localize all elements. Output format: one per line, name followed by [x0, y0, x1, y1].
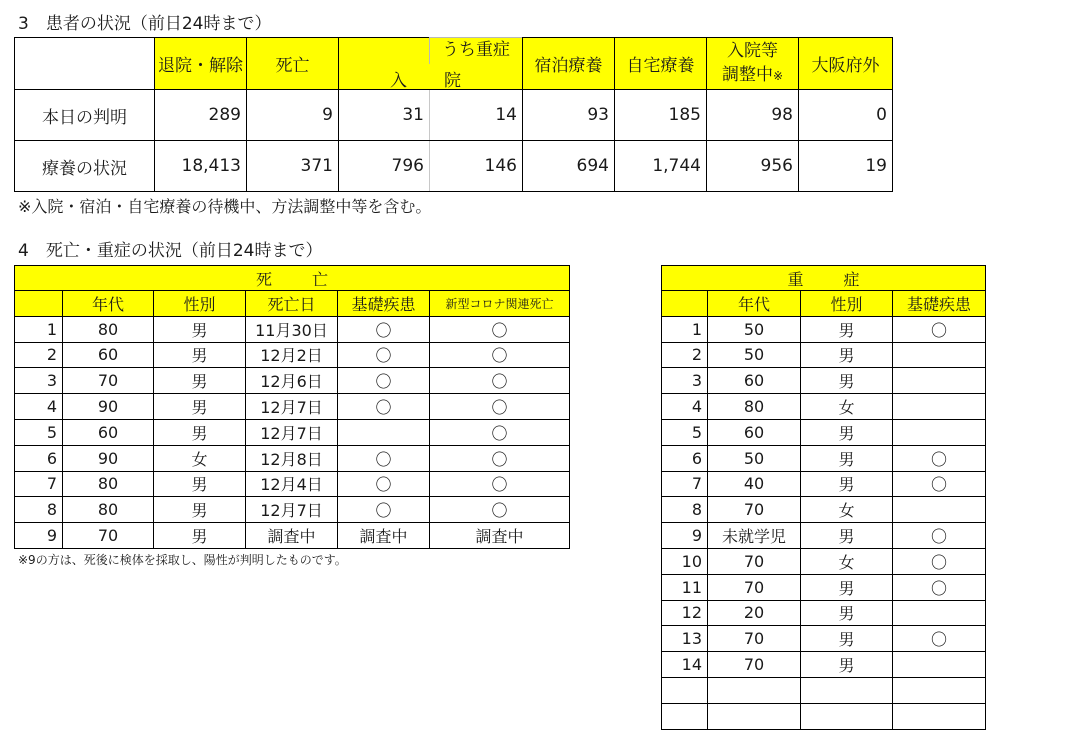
table-cell: 50: [708, 316, 801, 342]
table-cell: 男: [801, 445, 893, 471]
table-cell: 40: [708, 471, 801, 497]
table-cell: 14: [662, 652, 708, 678]
value-cell: 289: [155, 90, 247, 141]
table-cell: [893, 342, 986, 368]
table-cell: 20: [708, 600, 801, 626]
table-cell: 男: [801, 316, 893, 342]
table-cell: 70: [708, 548, 801, 574]
table-cell: 9: [15, 523, 63, 549]
table-cell: 男: [801, 574, 893, 600]
table-cell: [893, 677, 986, 703]
table-cell: 〇: [430, 471, 570, 497]
table-cell: 〇: [893, 445, 986, 471]
table-cell: 12月7日: [246, 394, 338, 420]
table-cell: 2: [15, 342, 63, 368]
table-cell: 8: [662, 497, 708, 523]
table-cell: 9: [662, 523, 708, 549]
hospitalized-split-cell: [339, 141, 523, 192]
death-header: 死亡日: [246, 291, 338, 317]
patient-status-table: [14, 37, 893, 192]
death-row: [15, 368, 570, 394]
row-label: 本日の判明: [15, 90, 155, 141]
table-cell: 男: [154, 394, 246, 420]
value-cell: 9: [247, 90, 339, 141]
table-cell: 男: [154, 523, 246, 549]
table-cell: 70: [708, 497, 801, 523]
value-cell: 371: [247, 141, 339, 192]
hospitalized-split-cell: [339, 90, 523, 141]
death-row: [15, 497, 570, 523]
table-cell: 未就学児: [708, 523, 801, 549]
severe-table-title: 重 症: [662, 266, 986, 291]
table-cell: [662, 677, 708, 703]
death-header: 性別: [154, 291, 246, 317]
table-cell: 〇: [338, 316, 430, 342]
table-cell: 男: [154, 471, 246, 497]
table-cell: 調査中: [430, 523, 570, 549]
table-cell: 〇: [430, 419, 570, 445]
value-cell: 93: [523, 90, 615, 141]
death-row: [15, 471, 570, 497]
table-cell: 男: [801, 652, 893, 678]
table-cell: 男: [154, 342, 246, 368]
table-cell: 男: [801, 471, 893, 497]
table-cell: [338, 419, 430, 445]
table-cell: 男: [801, 626, 893, 652]
corner-cell: [15, 38, 155, 90]
table-cell: [893, 600, 986, 626]
value-cell: 185: [615, 90, 707, 141]
table-cell: 〇: [338, 394, 430, 420]
table-cell: 70: [63, 368, 154, 394]
table-cell: 女: [801, 548, 893, 574]
header-outside: 大阪府外: [799, 38, 893, 90]
header-death: 死亡: [247, 38, 339, 90]
severe-header: 性別: [801, 291, 893, 317]
table-cell: 12月7日: [246, 497, 338, 523]
header-adjusting-line2: 調整中: [721, 65, 773, 85]
table-cell: 8: [15, 497, 63, 523]
table-cell: 女: [801, 497, 893, 523]
table-cell: [893, 368, 986, 394]
header-adjusting-line1: 入院等: [727, 41, 778, 61]
table-cell: 男: [801, 342, 893, 368]
value-cell: 31: [402, 105, 424, 125]
table-cell: 〇: [893, 471, 986, 497]
table-cell: 70: [63, 523, 154, 549]
table-cell: 12月2日: [246, 342, 338, 368]
value-cell: 98: [707, 90, 799, 141]
status-row-today: [15, 90, 893, 141]
table-cell: 80: [63, 316, 154, 342]
table-cell: 11: [662, 574, 708, 600]
table-cell: [662, 703, 708, 729]
table-cell: 12月8日: [246, 445, 338, 471]
table-cell: 3: [662, 368, 708, 394]
table-cell: 男: [801, 600, 893, 626]
severe-row: [662, 419, 986, 445]
table-cell: 12月6日: [246, 368, 338, 394]
table-cell: 男: [801, 368, 893, 394]
severe-row: [662, 445, 986, 471]
table-cell: 50: [708, 445, 801, 471]
death-row: [15, 419, 570, 445]
table-cell: 男: [154, 419, 246, 445]
table-cell: 〇: [430, 497, 570, 523]
table-cell: 60: [63, 419, 154, 445]
severe-row: [662, 394, 986, 420]
table-cell: [708, 677, 801, 703]
table-cell: 〇: [430, 368, 570, 394]
table-cell: 〇: [430, 316, 570, 342]
table-cell: 〇: [893, 626, 986, 652]
table-cell: 1: [15, 316, 63, 342]
table-cell: 6: [15, 445, 63, 471]
value-cell: 18,413: [155, 141, 247, 192]
severe-row: [662, 548, 986, 574]
value-cell: 19: [799, 141, 893, 192]
death-header: 基礎疾患: [338, 291, 430, 317]
section3-title: 3 患者の状況（前日24時まで）: [18, 14, 272, 34]
value-cell: 694: [523, 141, 615, 192]
table-cell: 3: [15, 368, 63, 394]
table-cell: 7: [662, 471, 708, 497]
header-discharged: 退院・解除: [155, 38, 247, 90]
severe-row: [662, 600, 986, 626]
table-cell: 60: [63, 342, 154, 368]
table-cell: [893, 652, 986, 678]
table-cell: 80: [63, 497, 154, 523]
severe-row: [662, 316, 986, 342]
table-cell: 80: [708, 394, 801, 420]
table-cell: 5: [15, 419, 63, 445]
severe-header: 基礎疾患: [893, 291, 986, 317]
section4-title: 4 死亡・重症の状況（前日24時まで）: [18, 241, 323, 261]
death-row: [15, 523, 570, 549]
table-cell: 90: [63, 445, 154, 471]
death-table-title: 死 亡: [15, 266, 570, 291]
table-cell: 70: [708, 652, 801, 678]
table-cell: 80: [63, 471, 154, 497]
severe-row: [662, 703, 986, 729]
table-cell: 調査中: [246, 523, 338, 549]
severe-row: [662, 677, 986, 703]
table-cell: [801, 677, 893, 703]
death-header: [15, 291, 63, 317]
table-cell: 12月7日: [246, 419, 338, 445]
table-cell: 12: [662, 600, 708, 626]
header-adjusting-mark: ※: [772, 69, 784, 83]
table-cell: 〇: [430, 445, 570, 471]
table-cell: 男: [154, 497, 246, 523]
table-cell: [708, 703, 801, 729]
table-cell: [893, 497, 986, 523]
value-cell: 956: [707, 141, 799, 192]
table-cell: 4: [662, 394, 708, 420]
table-cell: 〇: [338, 471, 430, 497]
death-row: [15, 394, 570, 420]
table-cell: 11月30日: [246, 316, 338, 342]
table-cell: 50: [708, 342, 801, 368]
death-row: [15, 445, 570, 471]
table-cell: 60: [708, 419, 801, 445]
table-cell: 女: [801, 394, 893, 420]
table-cell: 〇: [893, 316, 986, 342]
header-hospitalized: [339, 38, 523, 90]
table-cell: 男: [154, 368, 246, 394]
severe-row: [662, 471, 986, 497]
table-cell: 〇: [338, 497, 430, 523]
table-cell: 〇: [430, 342, 570, 368]
severe-row: [662, 626, 986, 652]
table-cell: 〇: [893, 523, 986, 549]
table-cell: 〇: [338, 342, 430, 368]
severe-table: [661, 265, 986, 730]
death-row: [15, 316, 570, 342]
table-cell: 7: [15, 471, 63, 497]
value-cell: 1,744: [615, 141, 707, 192]
table-cell: 70: [708, 574, 801, 600]
header-hospitalized-label: 入 院: [390, 70, 471, 91]
severe-row: [662, 368, 986, 394]
table-cell: 2: [662, 342, 708, 368]
header-severe: うち重症: [429, 37, 522, 64]
table-cell: 10: [662, 548, 708, 574]
table-cell: 男: [154, 316, 246, 342]
table-cell: [801, 703, 893, 729]
table-cell: [893, 703, 986, 729]
table-cell: [893, 394, 986, 420]
severe-row: [662, 497, 986, 523]
severe-header: 年代: [708, 291, 801, 317]
header-home: 自宅療養: [615, 38, 707, 90]
table-cell: 〇: [893, 548, 986, 574]
table-cell: 調査中: [338, 523, 430, 549]
table-cell: 5: [662, 419, 708, 445]
table-cell: 〇: [893, 574, 986, 600]
table-cell: [893, 419, 986, 445]
value-cell: 0: [799, 90, 893, 141]
value-cell: 796: [391, 156, 424, 176]
status-row-treatment: [15, 141, 893, 192]
severe-row: [662, 574, 986, 600]
table-cell: 70: [708, 626, 801, 652]
death-table-note: ※9の方は、死後に検体を採取し、陽性が判明したものです。: [18, 553, 347, 567]
header-adjusting: [707, 38, 799, 90]
row-label: 療養の状況: [15, 141, 155, 192]
table-cell: 男: [801, 523, 893, 549]
severe-header: [662, 291, 708, 317]
death-row: [15, 342, 570, 368]
table-cell: 12月4日: [246, 471, 338, 497]
severe-row: [662, 652, 986, 678]
value-cell: 14: [495, 105, 517, 125]
table-cell: 〇: [338, 368, 430, 394]
value-cell: 146: [484, 156, 517, 176]
table-cell: 〇: [430, 394, 570, 420]
table-cell: 男: [801, 419, 893, 445]
severe-row: [662, 523, 986, 549]
table-cell: 〇: [338, 445, 430, 471]
table-cell: 4: [15, 394, 63, 420]
table-cell: 13: [662, 626, 708, 652]
header-hotel: 宿泊療養: [523, 38, 615, 90]
table-cell: 女: [154, 445, 246, 471]
death-header: 新型コロナ関連死亡: [430, 291, 570, 317]
table-cell: 6: [662, 445, 708, 471]
table-cell: 90: [63, 394, 154, 420]
section3-note: ※入院・宿泊・自宅療養の待機中、方法調整中等を含む。: [18, 197, 432, 216]
death-header: 年代: [63, 291, 154, 317]
severe-row: [662, 342, 986, 368]
table-cell: 60: [708, 368, 801, 394]
table-cell: 1: [662, 316, 708, 342]
death-table: [14, 265, 570, 549]
